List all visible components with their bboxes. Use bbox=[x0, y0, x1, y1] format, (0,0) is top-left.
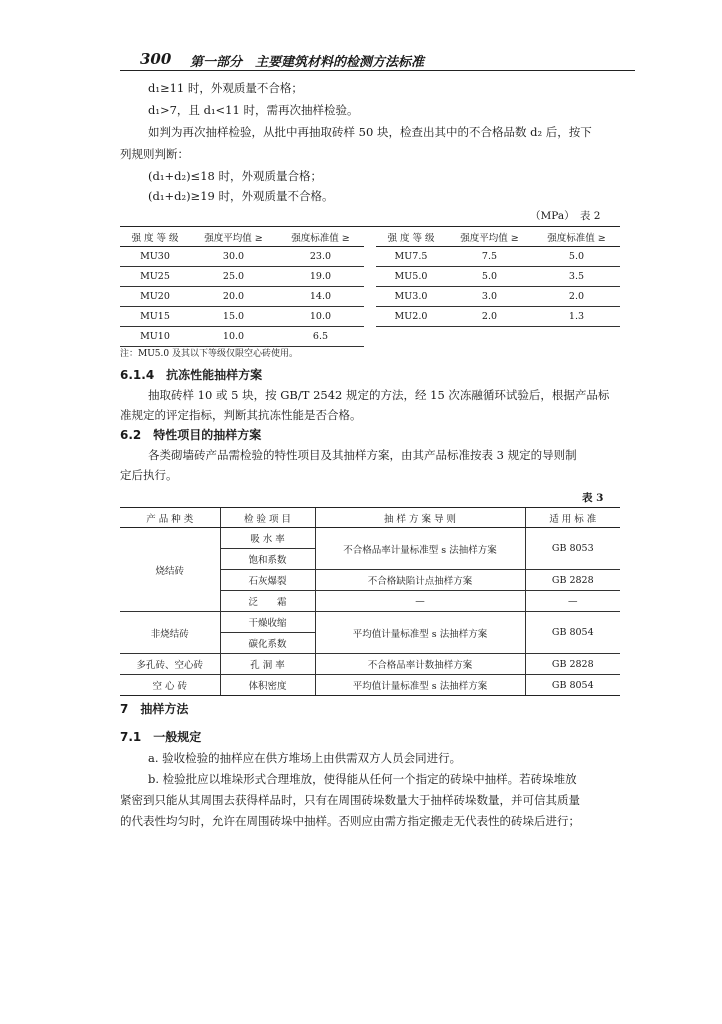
table-row bbox=[120, 267, 620, 287]
sampling-table bbox=[120, 507, 620, 696]
body-line: 准规定的评定指标，判断其抗冻性能是否合格。 bbox=[120, 408, 362, 422]
table-cell: MU10 bbox=[120, 327, 190, 347]
table-cell: 19.0 bbox=[277, 267, 364, 287]
table3-caption: 表 3 bbox=[582, 492, 604, 504]
table-cell: 泛 霜 bbox=[220, 591, 315, 612]
table-cell: 5.0 bbox=[533, 247, 620, 267]
table-cell: 平均值计量标准型 s 法抽样方案 bbox=[315, 675, 525, 696]
table-cell: 30.0 bbox=[190, 247, 277, 267]
table-cell: MU7.5 bbox=[376, 247, 446, 267]
table-cell: 不合格缺陷计点抽样方案 bbox=[315, 570, 525, 591]
table-cell: 25.0 bbox=[190, 267, 277, 287]
table-cell: 2.0 bbox=[446, 307, 533, 327]
table-header: 检 验 项 目 bbox=[220, 508, 315, 528]
table-cell: 6.5 bbox=[277, 327, 364, 347]
table2-note: 注：MU5.0 及其以下等级仅限空心砖使用。 bbox=[120, 349, 298, 359]
table-cell: 10.0 bbox=[277, 307, 364, 327]
table-header: 强度平均值 ≥ bbox=[190, 227, 277, 247]
table2-caption: （MPa） 表 2 bbox=[530, 210, 601, 222]
table-cell: GB 2828 bbox=[525, 570, 620, 591]
table-cell: 饱和系数 bbox=[220, 549, 315, 570]
table-cell: 2.0 bbox=[533, 287, 620, 307]
table-cell: GB 8054 bbox=[525, 612, 620, 654]
table-cell: 体积密度 bbox=[220, 675, 315, 696]
body-line: 定后执行。 bbox=[120, 468, 178, 482]
section-heading: 6.1.4 抗冻性能抽样方案 bbox=[120, 368, 263, 382]
section-heading: 6.2 特性项目的抽样方案 bbox=[120, 428, 262, 442]
table-row bbox=[120, 307, 620, 327]
table-cell: 碳化系数 bbox=[220, 633, 315, 654]
table-cell: MU15 bbox=[120, 307, 190, 327]
section-heading: 7 抽样方法 bbox=[120, 702, 189, 716]
table-cell: 15.0 bbox=[190, 307, 277, 327]
table-cell: 不合格品率计量标准型 s 法抽样方案 bbox=[315, 528, 525, 570]
table-cell: — bbox=[315, 591, 525, 612]
table-header: 强 度 等 级 bbox=[120, 227, 190, 247]
running-title: 第一部分 主要建筑材料的检测方法标准 bbox=[190, 55, 425, 70]
table-header: 适 用 标 准 bbox=[525, 508, 620, 528]
table-cell: 3.0 bbox=[446, 287, 533, 307]
table-header: 抽 样 方 案 导 则 bbox=[315, 508, 525, 528]
table-cell: MU20 bbox=[120, 287, 190, 307]
table-cell: 10.0 bbox=[190, 327, 277, 347]
body-line: (d₁+d₂)≥19 时，外观质量不合格。 bbox=[148, 189, 334, 203]
table-cell: 非烧结砖 bbox=[120, 612, 220, 654]
table-row bbox=[120, 287, 620, 307]
table-cell: 烧结砖 bbox=[120, 528, 220, 612]
table-cell: MU30 bbox=[120, 247, 190, 267]
table-cell: 不合格品率计数抽样方案 bbox=[315, 654, 525, 675]
page-header bbox=[120, 48, 635, 71]
table-cell: 平均值计量标准型 s 法抽样方案 bbox=[315, 612, 525, 654]
table-cell: MU2.0 bbox=[376, 307, 446, 327]
table-row bbox=[120, 654, 620, 675]
table-cell: 3.5 bbox=[533, 267, 620, 287]
table-cell: GB 8053 bbox=[525, 528, 620, 570]
table-header: 强 度 等 级 bbox=[376, 227, 446, 247]
table-cell: GB 2828 bbox=[525, 654, 620, 675]
body-line: d₁>7，且 d₁<11 时，需再次抽样检验。 bbox=[148, 103, 359, 117]
table-cell: 14.0 bbox=[277, 287, 364, 307]
table-cell: 空 心 砖 bbox=[120, 675, 220, 696]
table-header: 强度标准值 ≥ bbox=[277, 227, 364, 247]
body-line: 紧密到只能从其周围去获得样品时，只有在周围砖垛数量大于抽样砖垛数量，并可信其质量 bbox=[120, 793, 580, 807]
body-line: b. 检验批应以堆垛形式合理堆放，使得能从任何一个指定的砖垛中抽样。若砖垛堆放 bbox=[148, 772, 577, 786]
body-line: d₁≥11 时，外观质量不合格； bbox=[148, 81, 303, 95]
table-cell: 干燥收缩 bbox=[220, 612, 315, 633]
table-cell: GB 8054 bbox=[525, 675, 620, 696]
body-line: 抽取砖样 10 或 5 块，按 GB/T 2542 规定的方法，经 15 次冻融循环试验后，根据产品标 bbox=[148, 388, 610, 402]
body-line: 如判为再次抽样检验，从批中再抽取砖样 50 块，检查出其中的不合格品数 d₂ 后，按下 bbox=[148, 125, 592, 139]
table-cell: — bbox=[525, 591, 620, 612]
table-cell: 20.0 bbox=[190, 287, 277, 307]
table-cell: 1.3 bbox=[533, 307, 620, 327]
table-cell: 孔 洞 率 bbox=[220, 654, 315, 675]
table-header: 强度平均值 ≥ bbox=[446, 227, 533, 247]
table-cell: 吸 水 率 bbox=[220, 528, 315, 549]
table-header: 产 品 种 类 bbox=[120, 508, 220, 528]
table-cell: 23.0 bbox=[277, 247, 364, 267]
table-cell: 多孔砖、空心砖 bbox=[120, 654, 220, 675]
body-line: a. 验收检验的抽样应在供方堆场上由供需双方人员会同进行。 bbox=[148, 751, 462, 765]
table-cell: 7.5 bbox=[446, 247, 533, 267]
table-row bbox=[120, 247, 620, 267]
table-row bbox=[120, 528, 620, 549]
section-heading: 7.1 一般规定 bbox=[120, 730, 202, 744]
body-line: 的代表性均匀时，允许在周围砖垛中抽样。否则应由需方指定搬走无代表性的砖垛后进行； bbox=[120, 814, 580, 828]
body-line: 各类砌墙砖产品需检验的特性项目及其抽样方案，由其产品标准按表 3 规定的导则制 bbox=[148, 448, 577, 462]
table-cell: MU5.0 bbox=[376, 267, 446, 287]
table-row bbox=[120, 675, 620, 696]
body-line: 列规则判断： bbox=[120, 147, 189, 161]
table-cell: 5.0 bbox=[446, 267, 533, 287]
table-cell: 石灰爆裂 bbox=[220, 570, 315, 591]
table-cell: MU3.0 bbox=[376, 287, 446, 307]
table-cell: MU25 bbox=[120, 267, 190, 287]
body-line: (d₁+d₂)≤18 时，外观质量合格； bbox=[148, 169, 322, 183]
table-row bbox=[120, 612, 620, 633]
strength-table bbox=[120, 226, 620, 347]
table-row bbox=[120, 327, 620, 347]
table-header: 强度标准值 ≥ bbox=[533, 227, 620, 247]
page-number: 300 bbox=[140, 50, 172, 68]
